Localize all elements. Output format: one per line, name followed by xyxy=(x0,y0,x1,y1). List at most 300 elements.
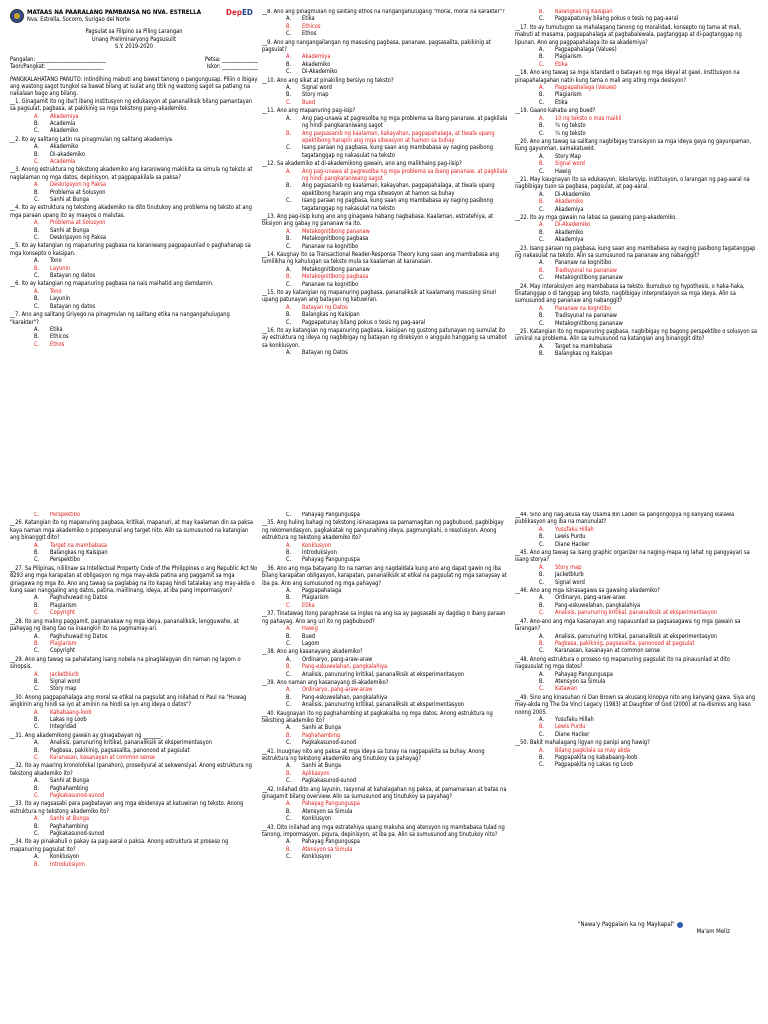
choice-letter: A. xyxy=(34,220,40,227)
choice-letter: B. xyxy=(539,9,545,15)
choice-letter: C. xyxy=(539,16,545,23)
closing-motto xyxy=(578,921,758,935)
choice-letter: B. xyxy=(34,716,40,723)
choice-text: Paghahambing xyxy=(50,785,89,792)
answer-choice xyxy=(515,169,759,176)
choice-letter: C. xyxy=(34,341,40,348)
choice-letter: B. xyxy=(539,678,545,685)
answer-choice xyxy=(262,312,510,319)
answer-choice-correct xyxy=(262,24,510,31)
choice-letter: C. xyxy=(539,648,545,655)
answer-choice-correct xyxy=(10,342,258,349)
answer-choice-correct xyxy=(262,733,510,740)
question-item xyxy=(515,9,759,24)
answer-choice xyxy=(10,778,258,785)
choice-text: Akademiya xyxy=(555,206,584,213)
answer-choice xyxy=(262,512,510,519)
choice-text: Sanhi at Bunga xyxy=(50,778,90,785)
question-text: __37. Tinatawag itong paraphrase sa ingles na ang isa ay pagsasabi ay dagdag o ibang paraan ng pahayag. Ano ang uri ito ng pagbubuod? xyxy=(262,611,506,625)
answer-choice xyxy=(10,190,258,197)
choice-text: Pananaw na kognitibo xyxy=(302,281,359,288)
choice-letter: B. xyxy=(286,130,292,137)
choice-text: Lagom xyxy=(302,640,320,647)
choice-letter: B. xyxy=(34,227,40,234)
choice-text: Lakas ng Loob xyxy=(50,716,87,723)
choice-letter: A. xyxy=(539,564,545,571)
answer-choice xyxy=(10,648,258,655)
answer-choice-correct xyxy=(10,266,258,273)
question-item xyxy=(10,801,258,838)
choice-letter: A. xyxy=(286,304,292,311)
question-text: __7. Ano ang salitang Griyego na pinagmulan ng salitang etika na nangangahulugang "karakter"? xyxy=(10,312,230,326)
choice-text: Yusufaku Hillah xyxy=(555,716,594,723)
answer-choice-correct xyxy=(262,131,510,146)
choice-text: Bued xyxy=(302,99,316,106)
question-item xyxy=(262,252,510,289)
choice-text: Analisis, panunuring kritikal, pananaliksik at eksperimentasyon xyxy=(50,740,212,747)
question-text: __49. Sino ang kinasuhan ni Dan Brown sa akusang kinopya nito ang kanyang gawa. Siya ang may-akda ng The Da Vinci Legacy (1983) at Daughter of God (2000) at na-dismiss ang kaso noong 2005. xyxy=(515,694,756,716)
answer-choice-correct xyxy=(515,686,759,693)
choice-letter: B. xyxy=(539,92,545,99)
choice-letter: C. xyxy=(286,145,292,152)
question-item xyxy=(10,695,258,732)
name-field[interactable]: Pangalan: ___________________________ xyxy=(10,56,106,63)
answer-choice-correct xyxy=(515,527,759,534)
choice-letter: A. xyxy=(34,288,40,295)
choice-text: ¾ ng teksto xyxy=(555,123,586,130)
question-text: __5. Ito ay katangian ng mapanuring pagbasa na karaniwang pagpapaunlad o paghahanap sa mga konsepto o kaisipan. xyxy=(10,243,251,257)
choice-text: Diane Hacker xyxy=(555,731,590,738)
answer-choice xyxy=(515,54,759,61)
choice-text: Plagiarism xyxy=(50,640,77,647)
choice-letter: A. xyxy=(539,305,545,312)
question-text: __42. Inilahad dito ang layunin, rasyonal at kahalagahan ng paksa, at pamamaraan at batas na ginagamit bilang overview. Alin sa sumusunod ang tinutukoy sa payahag? xyxy=(262,786,507,801)
choice-letter: C. xyxy=(539,168,545,175)
answer-choice xyxy=(10,824,258,831)
question-item xyxy=(262,9,510,39)
choice-text: Signal word xyxy=(555,161,585,168)
choice-letter: B. xyxy=(34,640,40,647)
answer-choice-correct xyxy=(10,755,258,762)
question-text: __40. Kaugnayan ito ng paghahambing at pagkakaiba ng mga datos. Anong estruktura ng tekstong akademiko ito? xyxy=(262,710,493,724)
question-item xyxy=(515,139,759,176)
answer-choice xyxy=(10,748,258,755)
choice-letter: B. xyxy=(34,678,40,685)
question-item xyxy=(515,25,759,69)
choice-letter: B. xyxy=(286,770,292,777)
choice-text: Ethos xyxy=(302,31,317,38)
answer-choice-correct xyxy=(10,641,258,648)
choice-letter: A. xyxy=(286,228,292,235)
question-item xyxy=(262,40,510,77)
choice-text: Balangkas ng Kaisipan xyxy=(302,312,360,319)
choice-text: Metakognitibong pananaw xyxy=(302,266,370,273)
question-item xyxy=(515,657,759,694)
choice-letter: C. xyxy=(34,273,40,280)
answer-choice xyxy=(515,679,759,686)
choice-letter: C. xyxy=(539,610,545,617)
question-item xyxy=(262,290,510,327)
choice-letter: A. xyxy=(539,260,545,267)
choice-letter: C. xyxy=(286,31,292,38)
question-item xyxy=(515,284,759,328)
choice-letter: B. xyxy=(286,312,292,319)
year-section-field[interactable]: Taon/Pangkat: ______________________ xyxy=(10,64,104,71)
answer-choice xyxy=(515,100,759,107)
answer-choice xyxy=(262,145,510,160)
exam-title: Unang Preliminaryong Pagsusulit xyxy=(91,36,177,43)
answer-choice xyxy=(262,69,510,76)
choice-text: Atensyon sa Simula xyxy=(302,808,353,815)
question-text: __48. Anong estruktura o proseso ng mapanuring pagsulat ito na pinauunlad at dito nagsusulat ng mga datos? xyxy=(515,656,730,671)
question-text: __28. Ito ang maling paggamit, pagnanakaw ng mga ideya, pananaliksik, lengguwahe, at pahayag ng ibang tao na inaangkin ito na pagmamay-ari. xyxy=(10,618,239,633)
choice-text: Di-Akademiko xyxy=(555,191,591,198)
choice-text: Plagiarism xyxy=(555,92,582,99)
answer-choice xyxy=(262,62,510,69)
answer-choice-correct xyxy=(515,222,759,229)
choice-text: Integridad xyxy=(50,724,77,731)
choice-text: Pang-eskuwelahan, pangkalahiya xyxy=(302,694,388,701)
school-year: S.Y. 2019-2020 xyxy=(115,44,153,51)
question-item xyxy=(10,312,258,349)
answer-choice xyxy=(515,207,759,214)
choice-letter: B. xyxy=(286,274,292,281)
answer-choice xyxy=(10,327,258,334)
choice-letter: B. xyxy=(286,664,292,671)
choice-letter: C. xyxy=(539,237,545,244)
answer-choice xyxy=(515,572,759,579)
answer-choice xyxy=(515,275,759,282)
choice-letter: A. xyxy=(286,54,292,61)
answer-choice-correct xyxy=(515,724,759,731)
choice-text: Kababaang-loob xyxy=(50,709,92,716)
choice-letter: B. xyxy=(539,313,545,320)
score-field[interactable]: Iskor: ______________ xyxy=(206,64,258,71)
choice-letter: B. xyxy=(539,267,545,274)
answer-choice xyxy=(262,816,510,823)
choice-text: Konklusyon xyxy=(302,542,332,549)
answer-choice xyxy=(10,603,258,610)
choice-letter: C. xyxy=(34,793,40,800)
answer-choice xyxy=(10,228,258,235)
answer-choice-correct xyxy=(515,199,759,206)
choice-letter: C. xyxy=(286,69,292,76)
answer-choice-correct xyxy=(262,305,510,312)
answer-choice xyxy=(515,717,759,724)
date-field[interactable]: Petsa: ______________ xyxy=(205,56,258,63)
answer-choice xyxy=(515,154,759,161)
choice-text: Pahayag Pangunguspa xyxy=(302,557,360,564)
choice-text: Pagpapakita ng Lakas ng Loob xyxy=(555,762,633,769)
choice-letter: C. xyxy=(34,557,40,564)
question-text: __46. Ano ang mga isinasagawa sa gawaing akademiko? xyxy=(515,588,660,595)
answer-choice-correct xyxy=(262,664,510,671)
answer-choice xyxy=(262,672,510,679)
answer-choice xyxy=(515,351,759,358)
choice-text: Hawig xyxy=(555,168,571,175)
question-item xyxy=(262,214,510,251)
choice-letter: A. xyxy=(286,687,292,694)
choice-text: Pahayag Pangunguspa xyxy=(302,801,360,808)
question-text: __24. May interaksiyon ang mambabasa sa teksto. Bumubuo ng hypothesis, o haka-haka, tinatanggap o di tanggap ang teksto, nagbibigay interpretasyon sa mga ideya. Alin sa sumusunod ang pananaw ang nabanggit? xyxy=(515,283,745,305)
question-item xyxy=(515,70,759,107)
choice-text: Pagbasa, pakikinig, pagsasalita, panonood at pagsulat xyxy=(555,640,695,647)
answer-choice xyxy=(10,296,258,303)
question-text: __20. Ano ang tawag sa salitang nagbibigay transisyon sa mga ideya gaya ng gayunpaman, kung gayunman, samakatuwid. xyxy=(515,138,752,153)
choice-letter: B. xyxy=(286,595,292,602)
choice-text: Aplikasyon xyxy=(302,770,330,777)
choice-letter: A. xyxy=(286,542,292,549)
choice-text: Ang pagsasanib ng kaalaman, kakayahan, pagpapahalaga, at tiwala upang epektibong harapin ang mga sitwasyon at hamon sa buhay xyxy=(302,130,495,144)
question-item xyxy=(515,215,759,245)
answer-choice-correct xyxy=(262,274,510,281)
question-item xyxy=(262,649,510,679)
question-item xyxy=(515,740,759,770)
choice-letter: A. xyxy=(539,595,545,602)
choice-text: Signal word xyxy=(555,579,585,586)
question-item xyxy=(515,550,759,587)
question-item xyxy=(515,588,759,618)
choice-letter: B. xyxy=(286,183,292,190)
question-text: __25. Katangian ito ng mapanuring pagbasa, nagbibigay ng bagong perspektibo o solusyon sa umiiral na problema. Alin sa sumusunod na katangian ang binanggit dito? xyxy=(515,329,757,343)
choice-letter: A. xyxy=(539,343,545,350)
question-text: __45. Ano ang tawag sa isang graphic organizer na naging-mapa ng lahat ng pangyayari sa isang storya? xyxy=(515,550,750,564)
choice-text: Ordinaryo, pang-araw-araw xyxy=(302,687,373,694)
answer-choice xyxy=(262,657,510,664)
choice-letter: A. xyxy=(286,801,292,808)
choice-letter: A. xyxy=(286,168,292,175)
question-item xyxy=(10,167,258,204)
answer-choice-correct xyxy=(10,793,258,800)
answer-choice-correct xyxy=(515,306,759,313)
answer-choice xyxy=(515,344,759,351)
choice-text: Ang pag-unawa at pagresolba ng mga problema sa ibang pananaw, at pagkilala ng hindi pangkaraniwang sagot xyxy=(302,168,508,182)
choice-text: Batayan ng Datos xyxy=(302,304,348,311)
question-item xyxy=(10,137,258,167)
choice-letter: B. xyxy=(34,296,40,303)
choice-letter: A. xyxy=(539,191,545,198)
choice-text: Metakognitibong pananaw xyxy=(555,275,623,282)
question-text: __47. Ano-ano ang mga kasanayan ang napauunlad sa pagsasagawa ng mga gawain sa larangan? xyxy=(515,618,741,633)
choice-text: Batayan ng Datos xyxy=(302,350,348,357)
school-name: MATAAS NA PAARALANG PAMBANSA NG NVA. ESTRELLA xyxy=(27,9,202,16)
column-1-top xyxy=(10,9,258,504)
choice-letter: C. xyxy=(34,128,40,135)
column-3-bottom xyxy=(515,512,759,1017)
answer-choice xyxy=(10,235,258,242)
question-item xyxy=(262,611,510,648)
question-text: __39. Ano naman ang kasanayang di-akademiko? xyxy=(262,679,389,686)
choice-text: Ethicos xyxy=(302,23,321,30)
answer-choice xyxy=(262,839,510,846)
choice-letter: B. xyxy=(34,747,40,754)
answer-choice-correct xyxy=(262,771,510,778)
answer-choice-correct xyxy=(262,687,510,694)
question-text: __41. Inuugnay nito ang paksa at mga ideya sa tunay na nagpapakita sa buhay. Anong estruktura ng tekstong akademiko ang tinutukoy sa pahayag? xyxy=(262,748,485,762)
answer-choice xyxy=(10,334,258,341)
choice-text: Copyright xyxy=(50,610,76,617)
question-item xyxy=(262,711,510,748)
question-item xyxy=(262,825,510,862)
choice-letter: B. xyxy=(34,602,40,609)
answer-choice xyxy=(10,273,258,280)
answer-choice-correct xyxy=(10,816,258,823)
answer-choice xyxy=(262,740,510,747)
answer-choice xyxy=(10,550,258,557)
choice-letter: A. xyxy=(286,350,292,357)
choice-letter: C. xyxy=(539,541,545,548)
choice-text: Analisis, panunuring kritikal, pananaliksik at eksperimentasyon xyxy=(555,633,717,640)
question-item xyxy=(262,512,510,519)
choice-letter: B. xyxy=(34,334,40,341)
question-text: __12. Sa akademiko at di-akademikong gawain, ano ang malikhaing pag-iisip? xyxy=(262,161,462,168)
answer-choice xyxy=(10,152,258,159)
answer-choice xyxy=(262,641,510,648)
choice-text: Akademiya xyxy=(302,54,331,61)
question-item xyxy=(10,243,258,280)
choice-letter: A. xyxy=(34,542,40,549)
school-seal-icon xyxy=(10,9,24,23)
answer-choice xyxy=(262,588,510,595)
choice-text: Plagiarism xyxy=(555,54,582,61)
choice-text: Jacketblurb xyxy=(555,572,584,579)
choice-text: Layunin xyxy=(50,296,71,303)
question-text: __26. Katangian ito ng mapanuring pagbasa, kritikal, mapanuri, at may kaalaman din sa paksa kaya naman mga akademiko o propesyunal ang target nito. Alin sa sumusunod na katangian ang binanggit dito? xyxy=(10,520,254,542)
choice-letter: C. xyxy=(286,702,292,709)
choice-text: Atensyon sa Simula xyxy=(555,678,606,685)
choice-letter: A. xyxy=(34,182,40,189)
choice-letter: A. xyxy=(286,85,292,92)
answer-choice xyxy=(262,320,510,327)
choice-text: Copyright xyxy=(50,648,76,655)
choice-text: Signal word xyxy=(302,85,332,92)
choice-text: Target na mambabasa xyxy=(50,542,108,549)
question-text: __23. Isang paraan ng pagbasa, kung saan ang mambabasa ay naging pasibong tagatanggap ng nakasulat na teksto. Alin sa sumusunod na pananaw ang nabanggit? xyxy=(515,245,756,259)
question-item xyxy=(262,566,510,610)
answer-choice-correct xyxy=(262,169,510,184)
question-item xyxy=(10,205,258,242)
answer-choice xyxy=(515,762,759,769)
answer-choice-correct xyxy=(10,114,258,121)
choice-text: Tono xyxy=(50,258,62,265)
answer-choice-correct xyxy=(10,220,258,227)
question-text: __44. Sino ang nag-akusa kay Osama Bin Laden sa pangongopya ng kanyang ikalawa publikasyon ang iba na manunulat? xyxy=(515,512,735,526)
choice-letter: A. xyxy=(286,839,292,846)
answer-choice xyxy=(515,580,759,587)
question-item xyxy=(262,328,510,358)
choice-text: Pagkakasunod-sunod xyxy=(302,778,357,785)
choice-letter: A. xyxy=(539,716,545,723)
question-item xyxy=(10,520,258,564)
answer-choice xyxy=(10,121,258,128)
answer-choice xyxy=(262,595,510,602)
choice-letter: B. xyxy=(34,189,40,196)
question-item xyxy=(515,695,759,739)
choice-letter: A. xyxy=(34,740,40,747)
choice-text: Perspektibo xyxy=(50,512,80,518)
choice-letter: B. xyxy=(286,732,292,739)
choice-letter: C. xyxy=(34,831,40,838)
answer-choice xyxy=(262,702,510,709)
choice-text: Balangkas ng Kaisipan xyxy=(50,550,108,557)
question-text: __38. Ano ang kasanayang akademiko? xyxy=(262,649,363,656)
question-item xyxy=(10,733,258,763)
choice-letter: C. xyxy=(34,158,40,165)
question-item xyxy=(10,566,258,618)
choice-letter: B. xyxy=(286,550,292,557)
choice-text: Ordinaryo, pang-araw-araw xyxy=(555,595,626,602)
choice-letter: C. xyxy=(286,640,292,647)
answer-choice-correct xyxy=(10,862,258,869)
choice-letter: A. xyxy=(34,113,40,120)
answer-choice xyxy=(515,47,759,54)
choice-text: Pang-eskuwelahan, pangkalahiya xyxy=(555,602,641,609)
choice-text: Pagkakasunod-sunod xyxy=(50,831,105,838)
choice-letter: A. xyxy=(286,656,292,663)
question-text: __50. Bakit mahalagang ligyan ng panipi ang hawig? xyxy=(515,740,650,747)
choice-text: Di-Akademiko xyxy=(555,222,591,229)
answer-choice xyxy=(262,634,510,641)
answer-choice-correct xyxy=(515,62,759,69)
question-text: __1. Ginagamit ito ng iba't ibang institusyon ng edukasyon at pananaliksik bilang pamantayan sa pagsulat, pagbasa, at pakikinig sa mga tekstong pang-akademiko. xyxy=(10,98,253,113)
answer-choice xyxy=(262,557,510,564)
choice-text: Etika xyxy=(302,602,315,609)
choice-letter: C. xyxy=(286,512,292,518)
question-item xyxy=(515,329,759,359)
choice-text: Diane Hacker xyxy=(555,541,590,548)
answer-choice xyxy=(515,603,759,610)
answer-choice-correct xyxy=(262,847,510,854)
choice-text: Perspektibo xyxy=(50,557,80,564)
choice-text: Etika xyxy=(555,61,568,68)
choice-text: Pagpapakita ng kababaang-loob xyxy=(555,755,638,761)
question-text: __14. Kaugnay ito sa Transactional Reader-Response Theory kung saan ang mambabasa ang lumilikha ng kahulugan sa teksto mula sa kaalaman at karanasan. xyxy=(262,252,500,266)
choice-text: Signal word xyxy=(50,678,80,685)
answer-choice-correct xyxy=(10,610,258,617)
choice-text: Pagpapahalaga (Values) xyxy=(555,47,617,54)
question-item xyxy=(515,512,759,549)
answer-choice-correct xyxy=(515,85,759,92)
choice-text: Akademiko xyxy=(555,229,584,236)
answer-choice-correct xyxy=(262,100,510,107)
choice-letter: B. xyxy=(34,151,40,158)
answer-choice xyxy=(515,634,759,641)
answer-choice xyxy=(262,763,510,770)
question-text: __16. Ito ay katangian ng mapanuring pagbasa, kaisipan ng gustong patunayan ng sumulat ito ay estruktura ng ideya ng nagbibigay ng batayan ng direksyon o anggulo hanggang sa umabot sa konklusyon. xyxy=(262,328,507,349)
choice-letter: A. xyxy=(539,115,545,122)
answer-choice xyxy=(515,542,759,549)
choice-letter: C. xyxy=(539,206,545,213)
choice-text: Metakognitibong pagbasa xyxy=(302,274,369,281)
choice-text: Akademiya xyxy=(555,237,584,244)
answer-choice-correct xyxy=(515,565,759,572)
answer-choice xyxy=(515,321,759,328)
choice-letter: C. xyxy=(34,724,40,731)
answer-choice xyxy=(515,192,759,199)
answer-choice xyxy=(262,116,510,131)
choice-text: Metakognitibong pananaw xyxy=(302,228,370,235)
answer-choice xyxy=(262,198,510,213)
question-text: __15. Ito ay katangian ng mapanuring pagbasa, pananaliksik at kaalamang masusing sinuri upang patunayan ang batayan ng katuwiran. xyxy=(262,290,497,304)
question-item xyxy=(10,99,258,136)
answer-choice xyxy=(515,260,759,267)
choice-text: Bilang pagkilala sa may akda xyxy=(555,747,631,754)
choice-text: Tono xyxy=(50,288,62,295)
choice-letter: B. xyxy=(286,633,292,640)
answer-choice xyxy=(262,85,510,92)
choice-letter: C. xyxy=(539,130,545,137)
choice-letter: A. xyxy=(539,633,545,640)
